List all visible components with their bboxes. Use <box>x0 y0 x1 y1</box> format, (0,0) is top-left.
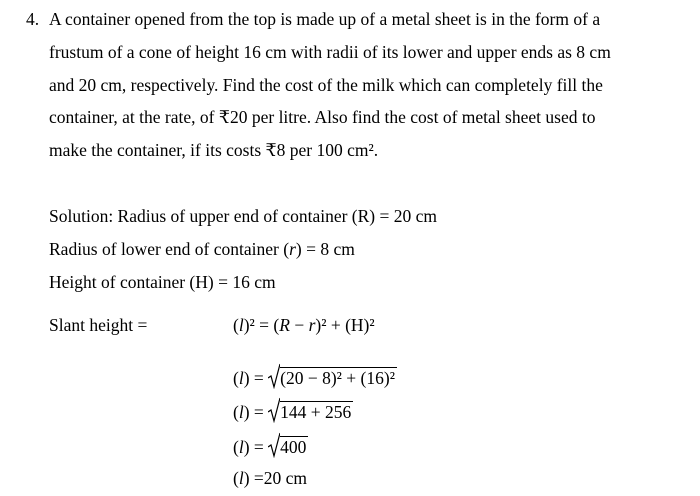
question-line-5: make the container, if its costs ₹8 per 100 cm². <box>49 140 379 160</box>
question-number: 4. <box>26 9 40 29</box>
equation-1: (l)² = (R − r)² + (H)² <box>233 315 375 335</box>
equation-5: (l) =20 cm <box>233 468 308 488</box>
question-line-1: A container opened from the top is made up of a metal sheet is in the form of a <box>49 9 601 29</box>
solution-line-1: Solution: Radius of upper end of container (R) = 20 cm <box>49 206 437 226</box>
question-line-3: and 20 cm, respectively. Find the cost of the milk which can completely fill the <box>49 75 603 95</box>
equation-4: (l) = 400 <box>233 436 308 457</box>
sqrt-sign: (20 − 8)² + (16)² <box>268 367 397 388</box>
sqrt-sign: 400 <box>268 436 308 457</box>
solution-line-3: Height of container (H) = 16 cm <box>49 272 276 292</box>
equation-2: (l) = (20 − 8)² + (16)² <box>233 367 397 388</box>
equation-3: (l) = 144 + 256 <box>233 401 353 422</box>
solution-line-2: Radius of lower end of container (r) = 8 cm <box>49 239 355 259</box>
slant-height-label: Slant height = <box>49 315 148 335</box>
question-line-2: frustum of a cone of height 16 cm with radii of its lower and upper ends as 8 cm <box>49 42 611 62</box>
question-line-4: container, at the rate, of ₹20 per litre. Also find the cost of metal sheet used to <box>49 107 596 127</box>
sqrt-sign: 144 + 256 <box>268 401 353 422</box>
